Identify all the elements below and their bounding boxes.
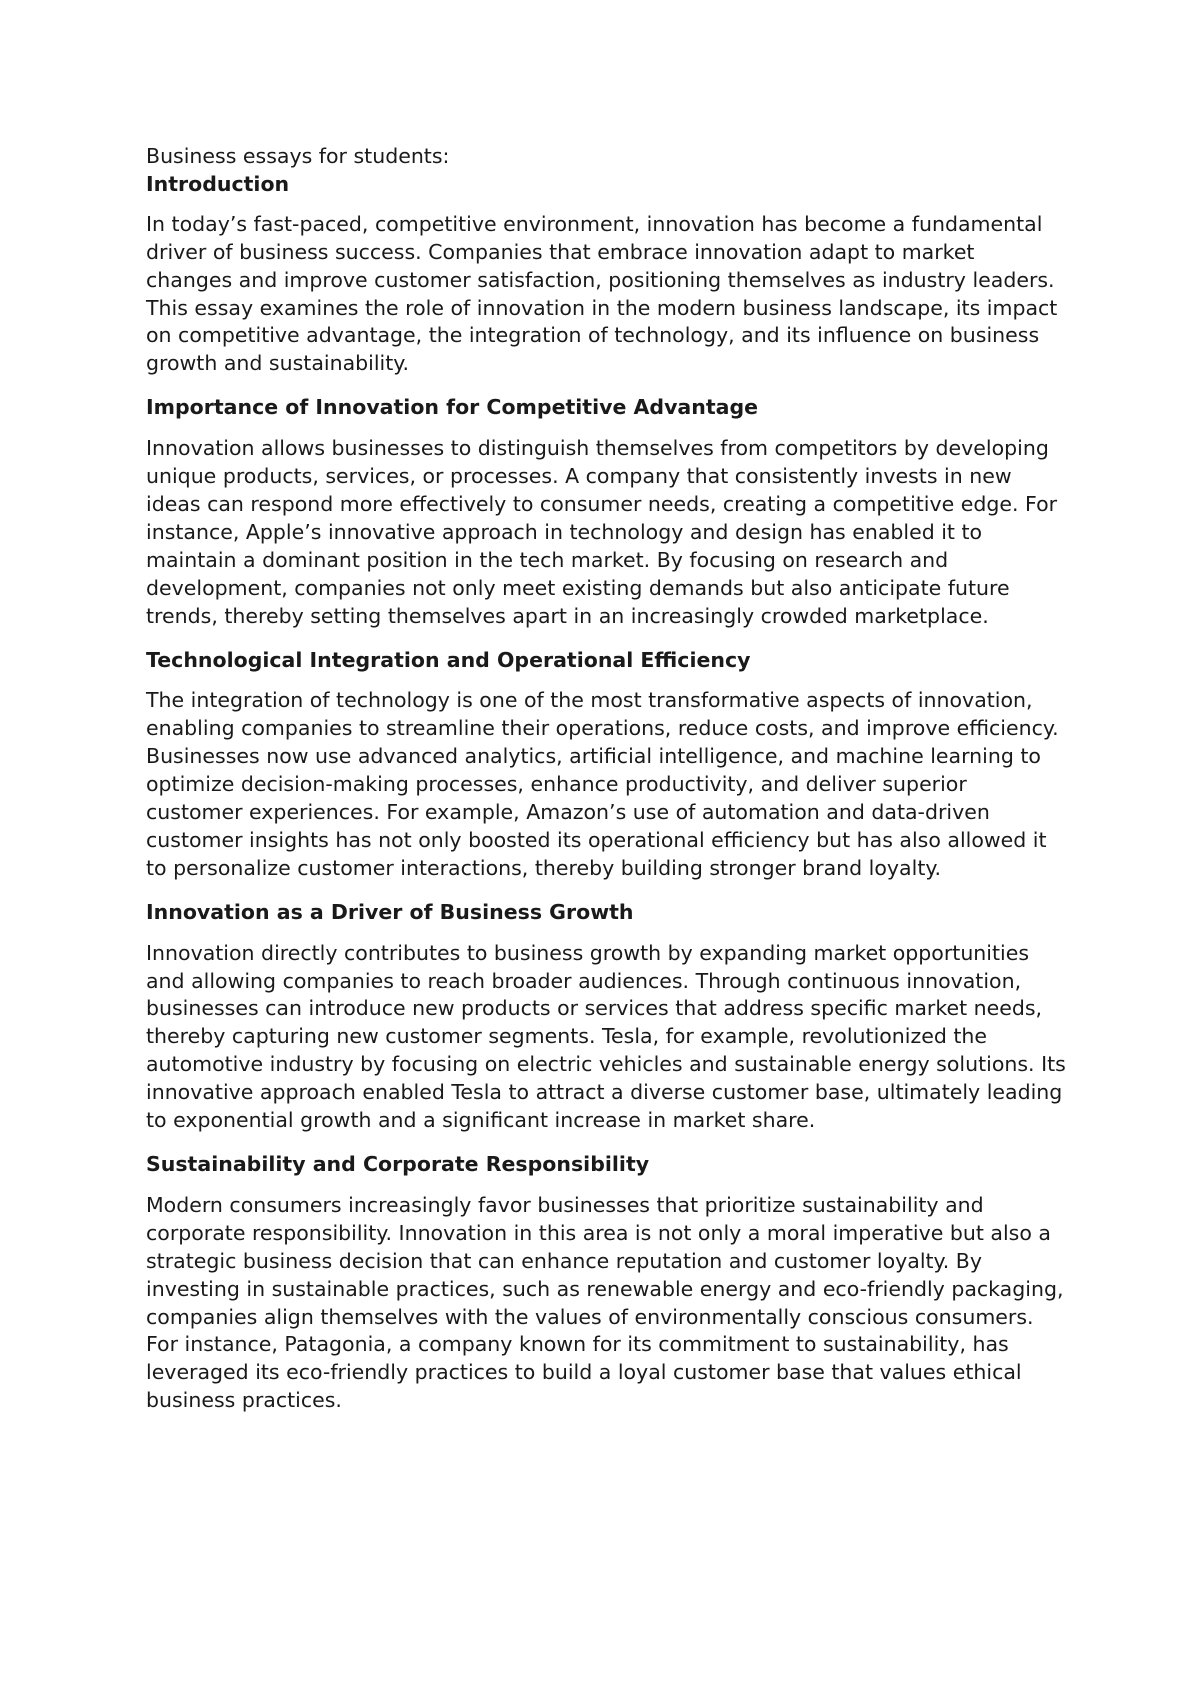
section-heading: Technological Integration and Operational Efficiency [146,647,751,672]
section-heading: Sustainability and Corporate Responsibility [146,1152,650,1176]
section-heading: Innovation as a Driver of Business Growth [146,899,634,924]
section-heading: Importance of Innovation for Competitive Advantage [146,395,759,420]
section-paragraph: Modern consumers increasingly favor businesses that prioritize sustainability and corporate responsibility. Innovation in this area is not only a moral imperative but also a strategic business decision that can enhance reputation and customer loyalty. By investing in sustainable practices, such as renewable energy and eco-friendly packaging, companies align themselves with the values of environmentally conscious consumers. For instance, Patagonia, a company known for its commitment to sustainability, has leveraged its eco-friendly practices to build a loyal customer base that values ethical business practices. [146,1192,1064,1413]
section-sustainability [146,1151,1066,1415]
section-competitive-advantage [146,394,1066,630]
section-heading: Introduction [146,171,290,196]
section-paragraph: Innovation directly contributes to business growth by expanding market opportunities and allowing companies to reach broader audiences. Through continuous innovation, businesses can introduce new products or services that address specific market needs, thereby capturing new customer segments. Tesla, for example, revolutionized the automotive industry by focusing on electric vehicles and sustainable energy solutions. Its innovative approach enabled Tesla to attract a diverse customer base, ultimately leading to exponential growth and a significant increase in market share. [146,940,1066,1133]
section-technological-integration [146,647,1066,883]
section-paragraph: Innovation allows businesses to distinguish themselves from competitors by developing unique products, services, or processes. A company that consistently invests in new ideas can respond more effectively to consumer needs, creating a competitive edge. For instance, Apple’s innovative approach in technology and design has enabled it to maintain a dominant position in the tech market. By focusing on research and development, companies not only meet existing demands but also anticipate future trends, thereby setting themselves apart in an increasingly crowded marketplace. [146,436,1058,628]
section-paragraph: In today’s fast-paced, competitive environment, innovation has become a fundamental driver of business success. Companies that embrace innovation adapt to market changes and improve customer satisfaction, positioning themselves as industry leaders. This essay examines the role of innovation in the modern business landscape, its impact on competitive advantage, the integration of technology, and its influence on business growth and sustainability. [146,211,1058,376]
section-introduction [146,171,1066,378]
section-paragraph: The integration of technology is one of the most transformative aspects of innovation, enabling companies to streamline their operations, reduce costs, and improve efficiency. Businesses now use advanced analytics, artificial intelligence, and machine learning to optimize decision-making processes, enhance productivity, and deliver superior customer experiences. For example, Amazon’s use of automation and data-driven customer insights has not only boosted its operational efficiency but has also allowed it to personalize customer interactions, thereby building stronger brand loyalty. [146,688,1059,880]
document-page [146,143,1066,1431]
section-business-growth [146,899,1066,1135]
document-preface: Business essays for students: [146,144,450,168]
